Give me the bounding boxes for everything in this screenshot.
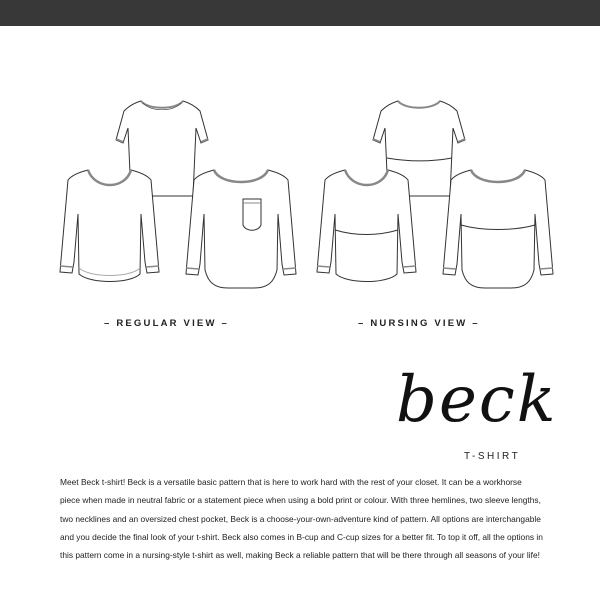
garment-illustrations [0, 26, 600, 326]
product-subtitle: T-SHIRT [464, 451, 521, 462]
header-bar [0, 0, 600, 26]
product-title: beck [396, 363, 558, 437]
regular-view-label: – REGULAR VIEW – [104, 318, 229, 329]
regular-tee-v-neck-long-sleeve [60, 170, 159, 282]
regular-tee-pocket-long-sleeve [186, 170, 296, 288]
nursing-view-label: – NURSING VIEW – [358, 318, 480, 329]
product-description: Meet Beck t-shirt! Beck is a versatile basic pattern that is here to work hard with the rest of your closet. It can be a workhorse piece when made in neutral fabric or a statement piece when using a bold print or colour. With three hemlines, two sleeve lengths, two necklines and an oversized chest pocket, Beck is a choose-your-own-adventure kind of pattern. All options are interchangable and you decide the final look of your t-shirt. Beck also comes in B-cup and C-cup sizes for a better fit. To top it off, all the options in this pattern come in a nursing-style t-shirt as well, making Beck a reliable pattern that will be there through all seasons of your life! [60, 477, 543, 561]
nursing-tee-crew-long-sleeve [443, 170, 553, 288]
nursing-tee-v-neck-long-sleeve [317, 170, 416, 282]
